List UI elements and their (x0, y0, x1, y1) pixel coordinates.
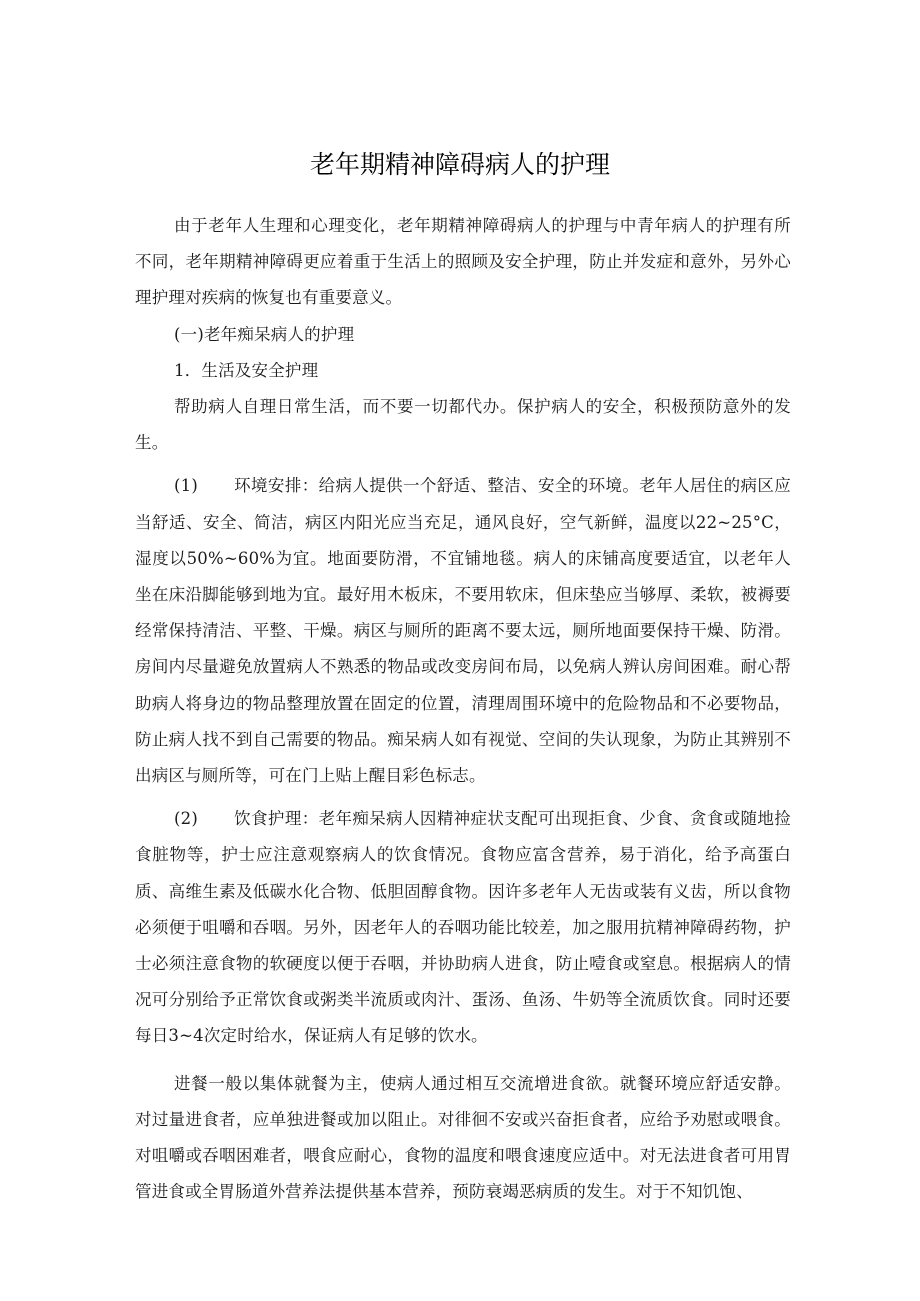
help-paragraph: 帮助病人自理日常生活，而不要一切都代办。保护病人的安全，积极预防意外的发生。 (135, 397, 791, 453)
item-number: (2) (174, 809, 198, 829)
item-number: (1) (174, 476, 198, 496)
section-heading: (一)老年痴呆病人的护理 (174, 324, 355, 344)
meal-paragraph: 进餐一般以集体就餐为主，使病人通过相互交流增进食欲。就餐环境应舒适安静。对过量进食者，应单独进餐或加以阻止。对徘徊不安或兴奋拒食者，应给予劝慰或喂食。对咀嚼或吞咽困难者，喂食应耐心，食物的温度和喂食速度应适中。对无法进食者可用胃管进食或全胃肠道外营养法提供基本营养，预防衰竭恶病质的发生。对于不知饥饱、 (135, 1073, 791, 1202)
subsection-heading: 1．生活及安全护理 (174, 360, 319, 380)
intro-paragraph: 由于老年人生理和心理变化，老年期精神障碍病人的护理与中青年病人的护理有所不同，老年期精神障碍更应着重于生活上的照顾及安全护理，防止并发症和意外，另外心理护理对疾病的恢复也有重要意义。 (135, 216, 791, 308)
environment-text: 环境安排：给病人提供一个舒适、整洁、安全的环境。老年人居住的病区应当舒适、安全、简洁，病区内阳光应当充足，通风良好，空气新鲜，温度以22~25°C，湿度以50%~60%为宜。地面要防滑，不宜铺地毯。病人的床铺高度要适宜，以老年人坐在床沿脚能够到地为宜。最好用木板床，不要用软床，但床垫应当够厚、柔软，被褥要经常保持清洁、平整、干燥。病区与厕所的距离不要太远，厕所地面要保持干燥、防滑。房间内尽量避免放置病人不熟悉的物品或改变房间布局，以免病人辨认房间困难。耐心帮助病人将身边的物品整理放置在固定的位置，清理周围环境中的危险物品和不必要物品，防止病人找不到自己需要的物品。痴呆病人如有视觉、空间的失认现象，为防止其辨别不出病区与厕所等，可在门上贴上醒目彩色标志。 (135, 476, 791, 786)
page-title: 老年期精神障碍病人的护理 (309, 150, 610, 179)
diet-text: 饮食护理：老年痴呆病人因精神症状支配可出现拒食、少食、贪食或随地捡食脏物等，护士应注意观察病人的饮食情况。食物应富含营养，易于消化，给予高蛋白质、高维生素及低碳水化合物、低胆固醇食物。因许多老年人无齿或装有义齿，所以食物必须便于咀嚼和吞咽。另外，因老年人的吞咽功能比较差，加之服用抗精神障碍药物，护士必须注意食物的软硬度以便于吞咽，并协助病人进食，防止噎食或窒息。根据病人的情况可分别给予正常饮食或粥类半流质或肉汁、蛋汤、鱼汤、牛奶等全流质饮食。同时还要每日3~4次定时给水，保证病人有足够的饮水。 (135, 809, 791, 1046)
diet-paragraph (135, 801, 791, 1054)
environment-paragraph (135, 468, 791, 794)
document-body (135, 208, 791, 1210)
